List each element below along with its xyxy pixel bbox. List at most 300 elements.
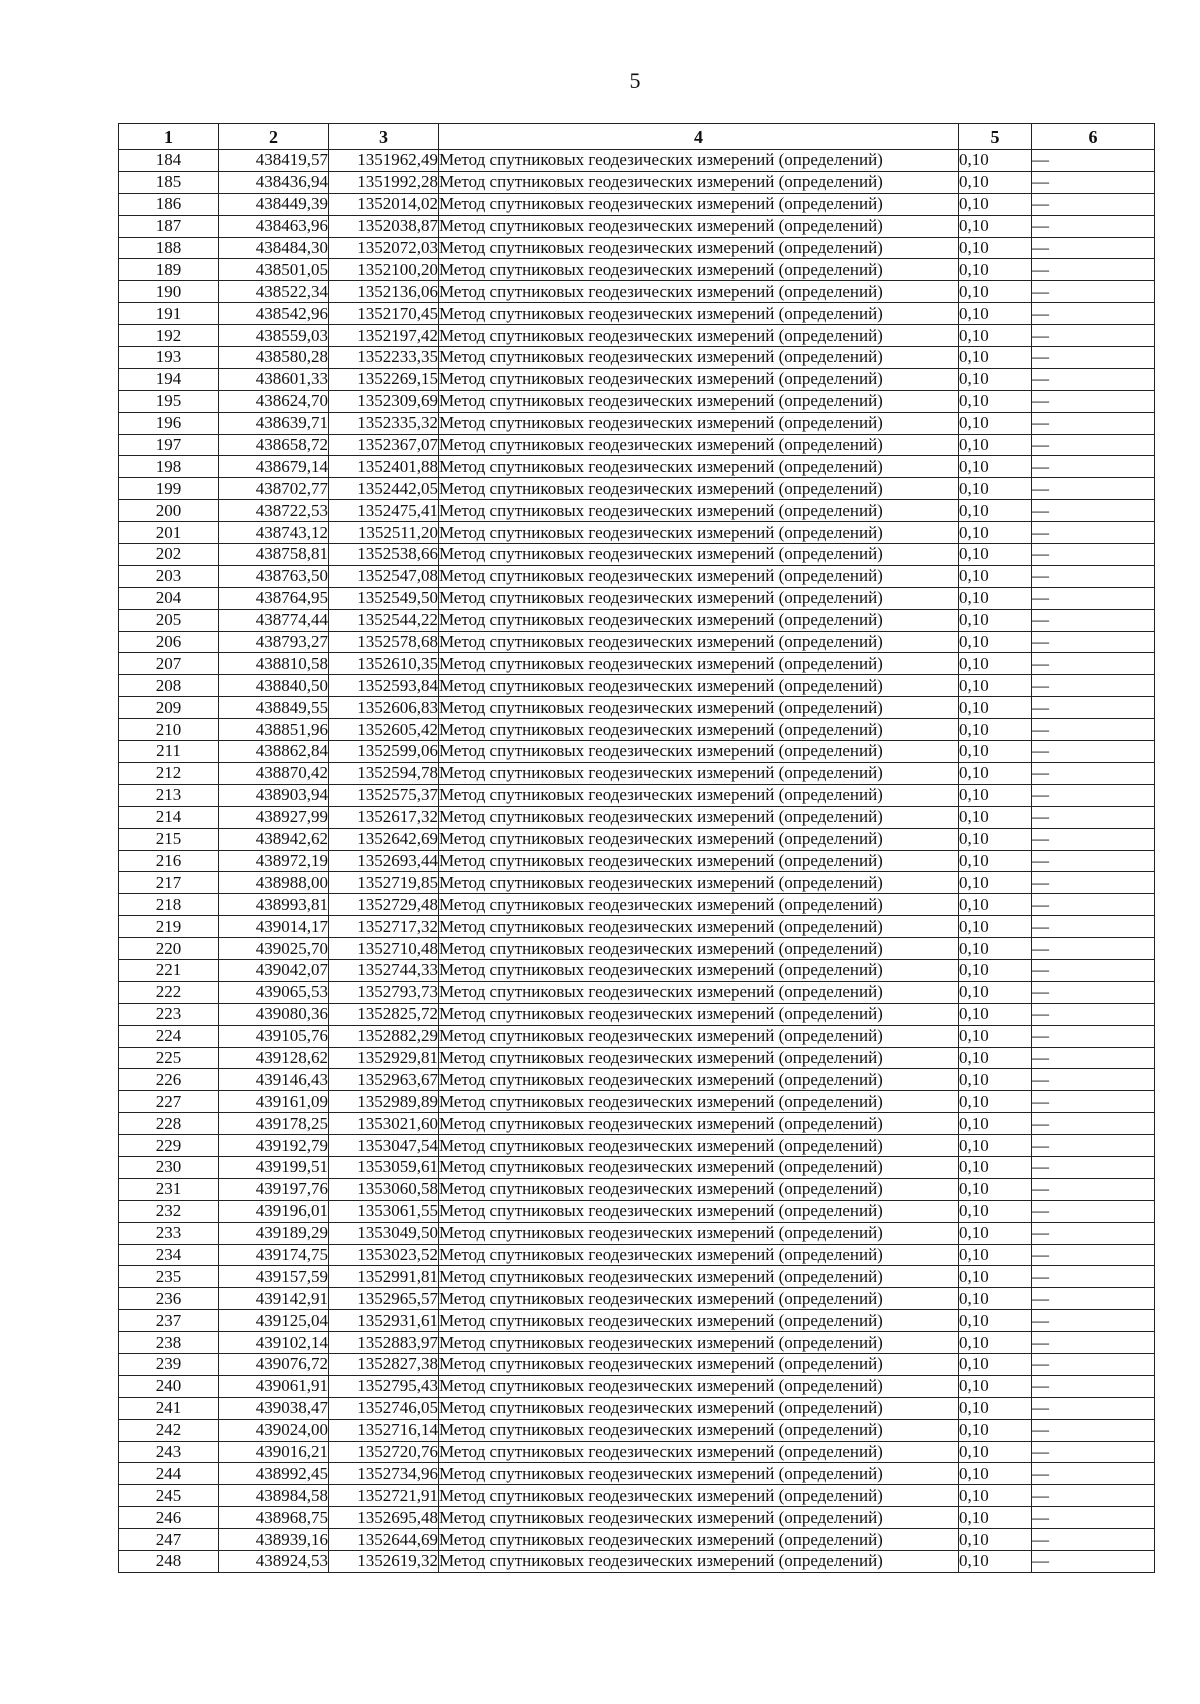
accuracy-cell: 0,10 (959, 347, 1032, 369)
y-coordinate-cell: 1352644,69 (329, 1529, 439, 1551)
x-coordinate-cell: 438924,53 (219, 1551, 329, 1573)
description-cell: — (1032, 193, 1155, 215)
description-cell: — (1032, 697, 1155, 719)
accuracy-cell: 0,10 (959, 500, 1032, 522)
description-cell: — (1032, 1288, 1155, 1310)
x-coordinate-cell: 439196,01 (219, 1200, 329, 1222)
accuracy-cell: 0,10 (959, 1025, 1032, 1047)
description-cell: — (1032, 938, 1155, 960)
description-cell: — (1032, 1441, 1155, 1463)
x-coordinate-cell: 438580,28 (219, 347, 329, 369)
table-row (119, 609, 1155, 631)
x-coordinate-cell: 438559,03 (219, 325, 329, 347)
accuracy-cell: 0,10 (959, 587, 1032, 609)
description-cell: — (1032, 653, 1155, 675)
x-coordinate-cell: 438463,96 (219, 215, 329, 237)
y-coordinate-cell: 1352605,42 (329, 719, 439, 741)
description-cell: — (1032, 500, 1155, 522)
accuracy-cell: 0,10 (959, 653, 1032, 675)
accuracy-cell: 0,10 (959, 1244, 1032, 1266)
description-cell: — (1032, 1200, 1155, 1222)
x-coordinate-cell: 438702,77 (219, 478, 329, 500)
method-cell: Метод спутниковых геодезических измерений (определений) (439, 719, 959, 741)
description-cell: — (1032, 259, 1155, 281)
x-coordinate-cell: 439105,76 (219, 1025, 329, 1047)
x-coordinate-cell: 439102,14 (219, 1332, 329, 1354)
y-coordinate-cell: 1353049,50 (329, 1222, 439, 1244)
table-row (119, 1397, 1155, 1419)
description-cell: — (1032, 237, 1155, 259)
y-coordinate-cell: 1353059,61 (329, 1156, 439, 1178)
x-coordinate-cell: 439038,47 (219, 1397, 329, 1419)
y-coordinate-cell: 1352594,78 (329, 762, 439, 784)
point-number-cell: 218 (119, 894, 219, 916)
table-row (119, 587, 1155, 609)
point-number-cell: 204 (119, 587, 219, 609)
accuracy-cell: 0,10 (959, 894, 1032, 916)
y-coordinate-cell: 1352642,69 (329, 828, 439, 850)
accuracy-cell: 0,10 (959, 434, 1032, 456)
description-cell: — (1032, 981, 1155, 1003)
accuracy-cell: 0,10 (959, 762, 1032, 784)
y-coordinate-cell: 1352544,22 (329, 609, 439, 631)
description-cell: — (1032, 894, 1155, 916)
method-cell: Метод спутниковых геодезических измерений (определений) (439, 478, 959, 500)
method-cell: Метод спутниковых геодезических измерений (определений) (439, 259, 959, 281)
accuracy-cell: 0,10 (959, 237, 1032, 259)
description-cell: — (1032, 631, 1155, 653)
accuracy-cell: 0,10 (959, 1332, 1032, 1354)
description-cell: — (1032, 741, 1155, 763)
y-coordinate-cell: 1353047,54 (329, 1135, 439, 1157)
coordinates-table (118, 123, 1155, 1573)
y-coordinate-cell: 1352593,84 (329, 675, 439, 697)
point-number-cell: 233 (119, 1222, 219, 1244)
y-coordinate-cell: 1352136,06 (329, 281, 439, 303)
point-number-cell: 195 (119, 390, 219, 412)
description-cell: — (1032, 150, 1155, 172)
table-row (119, 434, 1155, 456)
accuracy-cell: 0,10 (959, 1441, 1032, 1463)
description-cell: — (1032, 303, 1155, 325)
x-coordinate-cell: 438993,81 (219, 894, 329, 916)
table-row (119, 1485, 1155, 1507)
accuracy-cell: 0,10 (959, 959, 1032, 981)
y-coordinate-cell: 1352599,06 (329, 741, 439, 763)
table-row (119, 544, 1155, 566)
table-row (119, 1091, 1155, 1113)
x-coordinate-cell: 439042,07 (219, 959, 329, 981)
method-cell: Метод спутниковых геодезических измерений (определений) (439, 522, 959, 544)
y-coordinate-cell: 1352606,83 (329, 697, 439, 719)
description-cell: — (1032, 565, 1155, 587)
table-row (119, 850, 1155, 872)
x-coordinate-cell: 438722,53 (219, 500, 329, 522)
accuracy-cell: 0,10 (959, 1113, 1032, 1135)
x-coordinate-cell: 439178,25 (219, 1113, 329, 1135)
table-row (119, 1288, 1155, 1310)
y-coordinate-cell: 1352710,48 (329, 938, 439, 960)
table-row (119, 1463, 1155, 1485)
x-coordinate-cell: 439080,36 (219, 1003, 329, 1025)
table-row (119, 697, 1155, 719)
accuracy-cell: 0,10 (959, 150, 1032, 172)
x-coordinate-cell: 438522,34 (219, 281, 329, 303)
point-number-cell: 213 (119, 784, 219, 806)
x-coordinate-cell: 439174,75 (219, 1244, 329, 1266)
x-coordinate-cell: 438624,70 (219, 390, 329, 412)
table-row (119, 1375, 1155, 1397)
point-number-cell: 222 (119, 981, 219, 1003)
method-cell: Метод спутниковых геодезических измерений (определений) (439, 1375, 959, 1397)
accuracy-cell: 0,10 (959, 828, 1032, 850)
accuracy-cell: 0,10 (959, 565, 1032, 587)
y-coordinate-cell: 1351992,28 (329, 171, 439, 193)
y-coordinate-cell: 1351962,49 (329, 150, 439, 172)
point-number-cell: 232 (119, 1200, 219, 1222)
x-coordinate-cell: 439128,62 (219, 1047, 329, 1069)
point-number-cell: 210 (119, 719, 219, 741)
x-coordinate-cell: 438601,33 (219, 368, 329, 390)
accuracy-cell: 0,10 (959, 1375, 1032, 1397)
accuracy-cell: 0,10 (959, 1463, 1032, 1485)
method-cell: Метод спутниковых геодезических измерений (определений) (439, 281, 959, 303)
point-number-cell: 243 (119, 1441, 219, 1463)
x-coordinate-cell: 438862,84 (219, 741, 329, 763)
method-cell: Метод спутниковых геодезических измерений (определений) (439, 500, 959, 522)
point-number-cell: 225 (119, 1047, 219, 1069)
method-cell: Метод спутниковых геодезических измерений (определений) (439, 347, 959, 369)
table-row (119, 631, 1155, 653)
method-cell: Метод спутниковых геодезических измерений (определений) (439, 894, 959, 916)
table-row (119, 719, 1155, 741)
method-cell: Метод спутниковых геодезических измерений (определений) (439, 456, 959, 478)
description-cell: — (1032, 1222, 1155, 1244)
x-coordinate-cell: 439014,17 (219, 916, 329, 938)
method-cell: Метод спутниковых геодезических измерений (определений) (439, 544, 959, 566)
y-coordinate-cell: 1352170,45 (329, 303, 439, 325)
accuracy-cell: 0,10 (959, 872, 1032, 894)
accuracy-cell: 0,10 (959, 784, 1032, 806)
point-number-cell: 202 (119, 544, 219, 566)
x-coordinate-cell: 438840,50 (219, 675, 329, 697)
point-number-cell: 241 (119, 1397, 219, 1419)
point-number-cell: 246 (119, 1507, 219, 1529)
y-coordinate-cell: 1352721,91 (329, 1485, 439, 1507)
accuracy-cell: 0,10 (959, 412, 1032, 434)
y-coordinate-cell: 1352746,05 (329, 1397, 439, 1419)
method-cell: Метод спутниковых геодезических измерений (определений) (439, 1069, 959, 1091)
point-number-cell: 248 (119, 1551, 219, 1573)
method-cell: Метод спутниковых геодезических измерений (определений) (439, 938, 959, 960)
y-coordinate-cell: 1352795,43 (329, 1375, 439, 1397)
x-coordinate-cell: 438984,58 (219, 1485, 329, 1507)
table-row (119, 1047, 1155, 1069)
description-cell: — (1032, 412, 1155, 434)
point-number-cell: 194 (119, 368, 219, 390)
method-cell: Метод спутниковых геодезических измерений (определений) (439, 1463, 959, 1485)
accuracy-cell: 0,10 (959, 215, 1032, 237)
description-cell: — (1032, 456, 1155, 478)
accuracy-cell: 0,10 (959, 981, 1032, 1003)
method-cell: Метод спутниковых геодезических измерений (определений) (439, 1200, 959, 1222)
method-cell: Метод спутниковых геодезических измерений (определений) (439, 828, 959, 850)
table-row (119, 347, 1155, 369)
y-coordinate-cell: 1352716,14 (329, 1419, 439, 1441)
y-coordinate-cell: 1352197,42 (329, 325, 439, 347)
method-cell: Метод спутниковых геодезических измерений (определений) (439, 1222, 959, 1244)
y-coordinate-cell: 1352991,81 (329, 1266, 439, 1288)
point-number-cell: 193 (119, 347, 219, 369)
accuracy-cell: 0,10 (959, 1288, 1032, 1310)
table-row (119, 1069, 1155, 1091)
point-number-cell: 200 (119, 500, 219, 522)
method-cell: Метод спутниковых геодезических измерений (определений) (439, 303, 959, 325)
method-cell: Метод спутниковых геодезических измерений (определений) (439, 806, 959, 828)
y-coordinate-cell: 1353023,52 (329, 1244, 439, 1266)
y-coordinate-cell: 1352610,35 (329, 653, 439, 675)
table-row (119, 1419, 1155, 1441)
table-row (119, 281, 1155, 303)
description-cell: — (1032, 762, 1155, 784)
table-row (119, 872, 1155, 894)
point-number-cell: 244 (119, 1463, 219, 1485)
point-number-cell: 231 (119, 1178, 219, 1200)
method-cell: Метод спутниковых геодезических измерений (определений) (439, 1397, 959, 1419)
y-coordinate-cell: 1352717,32 (329, 916, 439, 938)
x-coordinate-cell: 438764,95 (219, 587, 329, 609)
method-cell: Метод спутниковых геодезических измерений (определений) (439, 434, 959, 456)
table-row (119, 916, 1155, 938)
method-cell: Метод спутниковых геодезических измерений (определений) (439, 150, 959, 172)
point-number-cell: 187 (119, 215, 219, 237)
table-row (119, 1244, 1155, 1266)
point-number-cell: 186 (119, 193, 219, 215)
x-coordinate-cell: 438972,19 (219, 850, 329, 872)
y-coordinate-cell: 1352401,88 (329, 456, 439, 478)
x-coordinate-cell: 438484,30 (219, 237, 329, 259)
point-number-cell: 209 (119, 697, 219, 719)
accuracy-cell: 0,10 (959, 938, 1032, 960)
accuracy-cell: 0,10 (959, 259, 1032, 281)
description-cell: — (1032, 1507, 1155, 1529)
table-row (119, 565, 1155, 587)
accuracy-cell: 0,10 (959, 916, 1032, 938)
description-cell: — (1032, 215, 1155, 237)
method-cell: Метод спутниковых геодезических измерений (определений) (439, 1244, 959, 1266)
accuracy-cell: 0,10 (959, 544, 1032, 566)
x-coordinate-cell: 438743,12 (219, 522, 329, 544)
accuracy-cell: 0,10 (959, 1485, 1032, 1507)
y-coordinate-cell: 1352617,32 (329, 806, 439, 828)
method-cell: Метод спутниковых геодезических измерений (определений) (439, 741, 959, 763)
description-cell: — (1032, 675, 1155, 697)
point-number-cell: 228 (119, 1113, 219, 1135)
point-number-cell: 229 (119, 1135, 219, 1157)
point-number-cell: 199 (119, 478, 219, 500)
description-cell: — (1032, 784, 1155, 806)
table-row (119, 653, 1155, 675)
accuracy-cell: 0,10 (959, 325, 1032, 347)
accuracy-cell: 0,10 (959, 1222, 1032, 1244)
x-coordinate-cell: 438449,39 (219, 193, 329, 215)
y-coordinate-cell: 1352729,48 (329, 894, 439, 916)
y-coordinate-cell: 1352578,68 (329, 631, 439, 653)
method-cell: Метод спутниковых геодезических измерений (определений) (439, 1441, 959, 1463)
table-row (119, 1332, 1155, 1354)
description-cell: — (1032, 850, 1155, 872)
table-row (119, 193, 1155, 215)
method-cell: Метод спутниковых геодезических измерений (определений) (439, 1047, 959, 1069)
method-cell: Метод спутниковых геодезических измерений (определений) (439, 368, 959, 390)
x-coordinate-cell: 438903,94 (219, 784, 329, 806)
description-cell: — (1032, 544, 1155, 566)
table-row (119, 1135, 1155, 1157)
table-row (119, 171, 1155, 193)
description-cell: — (1032, 719, 1155, 741)
y-coordinate-cell: 1352038,87 (329, 215, 439, 237)
point-number-cell: 192 (119, 325, 219, 347)
x-coordinate-cell: 439157,59 (219, 1266, 329, 1288)
accuracy-cell: 0,10 (959, 171, 1032, 193)
description-cell: — (1032, 434, 1155, 456)
description-cell: — (1032, 828, 1155, 850)
table-row (119, 1003, 1155, 1025)
description-cell: — (1032, 806, 1155, 828)
point-number-cell: 240 (119, 1375, 219, 1397)
y-coordinate-cell: 1352693,44 (329, 850, 439, 872)
header-col-2: 2 (219, 124, 329, 150)
method-cell: Метод спутниковых геодезических измерений (определений) (439, 872, 959, 894)
method-cell: Метод спутниковых геодезических измерений (определений) (439, 631, 959, 653)
method-cell: Метод спутниковых геодезических измерений (определений) (439, 1353, 959, 1375)
method-cell: Метод спутниковых геодезических измерений (определений) (439, 697, 959, 719)
accuracy-cell: 0,10 (959, 368, 1032, 390)
x-coordinate-cell: 438436,94 (219, 171, 329, 193)
x-coordinate-cell: 438774,44 (219, 609, 329, 631)
x-coordinate-cell: 439024,00 (219, 1419, 329, 1441)
point-number-cell: 203 (119, 565, 219, 587)
y-coordinate-cell: 1352719,85 (329, 872, 439, 894)
x-coordinate-cell: 439199,51 (219, 1156, 329, 1178)
method-cell: Метод спутниковых геодезических измерений (определений) (439, 565, 959, 587)
table-body (119, 150, 1155, 1573)
y-coordinate-cell: 1352793,73 (329, 981, 439, 1003)
method-cell: Метод спутниковых геодезических измерений (определений) (439, 587, 959, 609)
x-coordinate-cell: 438942,62 (219, 828, 329, 850)
header-col-4: 4 (439, 124, 959, 150)
x-coordinate-cell: 439189,29 (219, 1222, 329, 1244)
table-row (119, 894, 1155, 916)
description-cell: — (1032, 1244, 1155, 1266)
description-cell: — (1032, 1397, 1155, 1419)
y-coordinate-cell: 1352989,89 (329, 1091, 439, 1113)
method-cell: Метод спутниковых геодезических измерений (определений) (439, 653, 959, 675)
method-cell: Метод спутниковых геодезических измерений (определений) (439, 981, 959, 1003)
table-row (119, 1178, 1155, 1200)
y-coordinate-cell: 1352511,20 (329, 522, 439, 544)
method-cell: Метод спутниковых геодезических измерений (определений) (439, 784, 959, 806)
method-cell: Метод спутниковых геодезических измерений (определений) (439, 390, 959, 412)
method-cell: Метод спутниковых геодезических измерений (определений) (439, 193, 959, 215)
description-cell: — (1032, 1178, 1155, 1200)
accuracy-cell: 0,10 (959, 1200, 1032, 1222)
point-number-cell: 217 (119, 872, 219, 894)
point-number-cell: 239 (119, 1353, 219, 1375)
x-coordinate-cell: 438927,99 (219, 806, 329, 828)
accuracy-cell: 0,10 (959, 609, 1032, 631)
point-number-cell: 227 (119, 1091, 219, 1113)
accuracy-cell: 0,10 (959, 303, 1032, 325)
table-row (119, 1266, 1155, 1288)
point-number-cell: 220 (119, 938, 219, 960)
method-cell: Метод спутниковых геодезических измерений (определений) (439, 850, 959, 872)
x-coordinate-cell: 438870,42 (219, 762, 329, 784)
y-coordinate-cell: 1352827,38 (329, 1353, 439, 1375)
description-cell: — (1032, 281, 1155, 303)
point-number-cell: 184 (119, 150, 219, 172)
table-row (119, 522, 1155, 544)
description-cell: — (1032, 587, 1155, 609)
table-row (119, 500, 1155, 522)
method-cell: Метод спутниковых геодезических измерений (определений) (439, 215, 959, 237)
y-coordinate-cell: 1352442,05 (329, 478, 439, 500)
accuracy-cell: 0,10 (959, 1091, 1032, 1113)
header-col-3: 3 (329, 124, 439, 150)
point-number-cell: 205 (119, 609, 219, 631)
description-cell: — (1032, 1047, 1155, 1069)
point-number-cell: 223 (119, 1003, 219, 1025)
accuracy-cell: 0,10 (959, 719, 1032, 741)
x-coordinate-cell: 438763,50 (219, 565, 329, 587)
point-number-cell: 238 (119, 1332, 219, 1354)
y-coordinate-cell: 1352720,76 (329, 1441, 439, 1463)
method-cell: Метод спутниковых геодезических измерений (определений) (439, 1156, 959, 1178)
table-row (119, 784, 1155, 806)
point-number-cell: 242 (119, 1419, 219, 1441)
point-number-cell: 237 (119, 1310, 219, 1332)
table-row (119, 259, 1155, 281)
table-row (119, 1529, 1155, 1551)
method-cell: Метод спутниковых геодезических измерений (определений) (439, 1419, 959, 1441)
y-coordinate-cell: 1353060,58 (329, 1178, 439, 1200)
method-cell: Метод спутниковых геодезических измерений (определений) (439, 171, 959, 193)
x-coordinate-cell: 438679,14 (219, 456, 329, 478)
point-number-cell: 215 (119, 828, 219, 850)
table-row (119, 806, 1155, 828)
table-row (119, 325, 1155, 347)
description-cell: — (1032, 1332, 1155, 1354)
y-coordinate-cell: 1352734,96 (329, 1463, 439, 1485)
point-number-cell: 190 (119, 281, 219, 303)
header-col-1: 1 (119, 124, 219, 150)
accuracy-cell: 0,10 (959, 1178, 1032, 1200)
table-row (119, 215, 1155, 237)
page-number: 5 (629, 68, 641, 93)
y-coordinate-cell: 1352367,07 (329, 434, 439, 456)
accuracy-cell: 0,10 (959, 806, 1032, 828)
y-coordinate-cell: 1352744,33 (329, 959, 439, 981)
description-cell: — (1032, 609, 1155, 631)
table-row (119, 1507, 1155, 1529)
point-number-cell: 245 (119, 1485, 219, 1507)
accuracy-cell: 0,10 (959, 456, 1032, 478)
accuracy-cell: 0,10 (959, 1069, 1032, 1091)
accuracy-cell: 0,10 (959, 390, 1032, 412)
accuracy-cell: 0,10 (959, 1419, 1032, 1441)
method-cell: Метод спутниковых геодезических измерений (определений) (439, 1288, 959, 1310)
method-cell: Метод спутниковых геодезических измерений (определений) (439, 1003, 959, 1025)
